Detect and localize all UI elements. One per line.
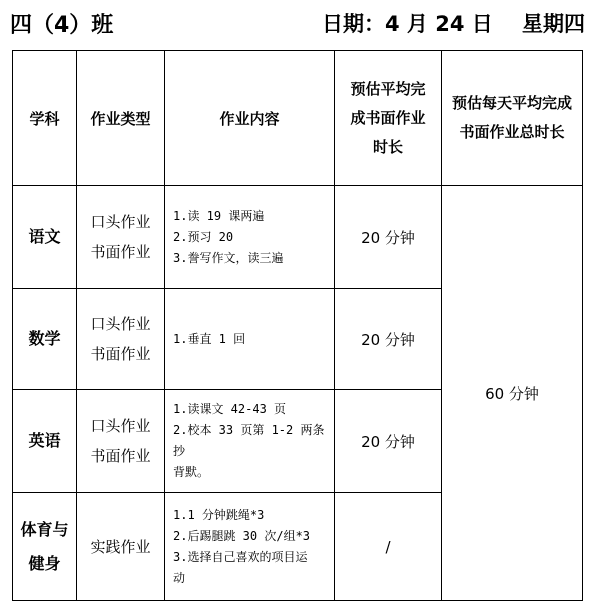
subject-line: 健身 [28, 553, 61, 573]
header-total-line: 预估每天平均完成 [451, 94, 572, 112]
content-cell [165, 186, 335, 289]
table-row [13, 186, 583, 289]
subject-cell: 英语 [13, 390, 77, 493]
header-duration-line: 成书面作业 [350, 108, 426, 127]
duration-cell: 20 分钟 [335, 186, 442, 289]
table-header-row [13, 51, 583, 186]
type-cell [77, 390, 165, 493]
content-cell [165, 390, 335, 493]
header-duration-line: 时长 [372, 137, 403, 156]
type-cell [77, 186, 165, 289]
duration-cell: 20 分钟 [335, 390, 442, 493]
total-duration-cell: 60 分钟 [442, 186, 583, 601]
type-label: 口头作业 [90, 417, 151, 435]
content-line: 1.读 19 课两遍 [173, 208, 265, 223]
subject-cell [13, 493, 77, 601]
content-line: 2.校本 33 页第 1-2 两条抄 [173, 423, 325, 458]
header-type: 作业类型 [77, 51, 165, 186]
type-label: 口头作业 [90, 213, 151, 231]
content-line: 1.1 分钟跳绳*3 [173, 507, 265, 522]
duration-cell: 20 分钟 [335, 289, 442, 390]
content-line: 背默。 [173, 465, 210, 479]
type-cell [77, 493, 165, 601]
class-title: 四（4）班 [10, 13, 114, 38]
content-cell [165, 493, 335, 601]
type-label: 书面作业 [90, 345, 151, 363]
content-line: 2.预习 20 [173, 229, 234, 244]
subject-cell: 数学 [13, 289, 77, 390]
content-line: 动 [173, 570, 186, 585]
header-total-line: 书面作业总时长 [459, 123, 565, 141]
header-total [442, 51, 583, 186]
date-line: 日期：4 月 24 日 星期四 [321, 12, 585, 36]
subject-cell: 语文 [13, 186, 77, 289]
content-line: 1.读课文 42-43 页 [173, 402, 287, 416]
content-line: 3.选择自己喜欢的项目运 [173, 549, 308, 564]
header-content: 作业内容 [165, 51, 335, 186]
header-duration-line: 预估平均完 [350, 79, 426, 98]
type-cell [77, 289, 165, 390]
header-subject: 学科 [13, 51, 77, 186]
type-label: 实践作业 [90, 537, 151, 556]
content-line: 3.誊写作文，读三遍 [173, 250, 284, 265]
content-cell [165, 289, 335, 390]
page-header [10, 8, 585, 38]
type-label: 书面作业 [90, 447, 151, 465]
type-label: 书面作业 [90, 243, 151, 261]
header-duration [335, 51, 442, 186]
type-label: 口头作业 [90, 315, 151, 333]
subject-line: 体育与 [20, 519, 69, 539]
content-line: 2.后踢腿跳 30 次/组*3 [173, 528, 311, 543]
homework-table [12, 50, 583, 601]
content-line: 1.垂直 1 回 [173, 331, 246, 346]
duration-cell: / [335, 493, 442, 601]
